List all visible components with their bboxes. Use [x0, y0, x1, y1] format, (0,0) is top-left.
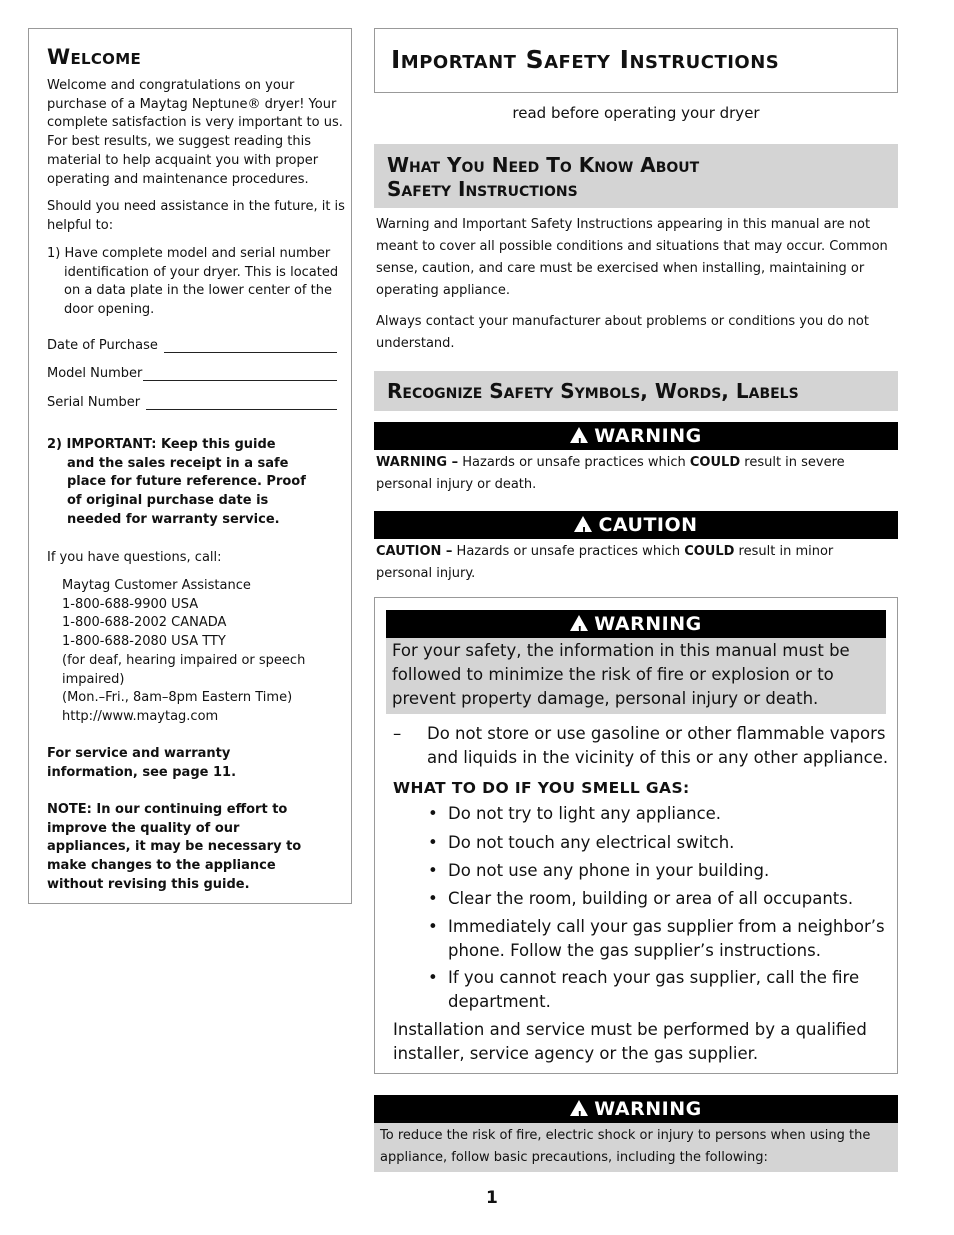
- step-one: [47, 245, 338, 320]
- text-line: Immediately call your gas supplier from a neighbor’s: [448, 917, 885, 936]
- warning-label: WARNING: [594, 613, 702, 635]
- blank-line[interactable]: [143, 366, 337, 381]
- date-of-purchase-field[interactable]: [47, 338, 337, 353]
- warning-definition: [376, 452, 845, 496]
- welcome-intro: [47, 77, 343, 189]
- term: WARNING –: [376, 455, 459, 470]
- text-line: personal injury or death.: [376, 477, 537, 492]
- text-line: place for future reference. Proof: [67, 474, 306, 490]
- welcome-panel: [28, 28, 352, 904]
- text-line: understand.: [376, 336, 455, 351]
- gas-step: [448, 966, 859, 1013]
- safety-title-box: [374, 28, 898, 93]
- text-line: door opening.: [64, 302, 155, 318]
- text-line: To reduce the risk of fire, electric shock or injury to persons when using the: [380, 1128, 871, 1143]
- contact-info: [62, 577, 305, 727]
- blank-line[interactable]: [146, 395, 337, 410]
- text-line: installer, service agency or the gas supplier.: [393, 1044, 759, 1063]
- gas-step: Do not touch any electrical switch.: [448, 833, 735, 852]
- text-line: of original purchase date is: [67, 493, 269, 509]
- smell-gas-heading: WHAT TO DO IF YOU SMELL GAS:: [393, 779, 690, 797]
- text-line: operating and maintenance procedures.: [47, 171, 309, 187]
- warning-label: WARNING: [594, 1098, 702, 1120]
- caution-label-bar: [374, 511, 898, 539]
- text-line: (for deaf, hearing impaired or speech: [62, 652, 306, 668]
- text-line: meant to cover all possible conditions and situations that may occur. Common: [376, 239, 888, 254]
- text-line: needed for warranty service.: [67, 511, 280, 527]
- field-label: Serial Number: [47, 395, 141, 410]
- text-line: Warning and Important Safety Instructions appearing in this manual are not: [376, 217, 871, 232]
- field-label: Date of Purchase: [47, 338, 158, 353]
- bullet-marker: •: [428, 804, 438, 823]
- emphasis: COULD: [684, 544, 735, 559]
- text-line: Do not store or use gasoline or other flammable vapors: [427, 724, 886, 743]
- bullet-marker: •: [428, 861, 438, 880]
- installation-note: [393, 1018, 867, 1066]
- dash-marker: –: [393, 724, 402, 743]
- text-line: information, see page 11.: [47, 764, 237, 780]
- final-warning-bar: [374, 1095, 898, 1123]
- text-line: Should you need assistance in the future, it is: [47, 199, 345, 214]
- model-number-field[interactable]: [47, 366, 337, 381]
- text-line: For best results, we suggest reading this: [47, 134, 312, 150]
- text-line: NOTE: In our continuing effort to: [47, 802, 288, 817]
- heading-line: Safety Instructions: [387, 177, 578, 201]
- text-line: appliances, it may be necessary to: [47, 839, 302, 855]
- text-line: 2) IMPORTANT: Keep this guide: [47, 437, 276, 452]
- recognize-heading: [374, 371, 898, 411]
- text-line: complete satisfaction is very important to us.: [47, 115, 343, 131]
- bullet-marker: •: [428, 889, 438, 908]
- text-line: sense, caution, and care must be exercised when installing, maintaining or: [376, 261, 865, 276]
- text-span: result in severe: [740, 455, 845, 470]
- text-line: on a data plate in the lower center of the: [64, 283, 332, 299]
- page-number: 1: [486, 1188, 498, 1208]
- text-line: followed to minimize the risk of fire or explosion or to: [392, 665, 834, 684]
- field-label: Model Number: [47, 366, 143, 381]
- term: CAUTION –: [376, 544, 453, 559]
- text-line: department.: [448, 991, 551, 1011]
- gas-warning-bar: [386, 610, 886, 638]
- phone-tty: 1-800-688-2080 USA TTY: [62, 634, 226, 650]
- text-line: prevent property damage, personal injury or death.: [392, 689, 819, 708]
- blank-line[interactable]: [164, 338, 337, 353]
- text-line: Maytag Customer Assistance: [62, 578, 251, 593]
- questions-text: If you have questions, call:: [47, 550, 222, 565]
- serial-number-field[interactable]: [47, 395, 337, 410]
- know-heading: [374, 144, 898, 208]
- warning-label: WARNING: [594, 425, 702, 447]
- know-paragraph-1: [376, 214, 888, 302]
- text-span: result in minor: [734, 544, 834, 559]
- text-line: identification of your dryer. This is located: [64, 264, 339, 280]
- warning-label-bar: [374, 422, 898, 450]
- page-title: Important Safety Instructions: [391, 45, 780, 74]
- note-text: [47, 801, 301, 895]
- text-line: appliance, follow basic precautions, including the following:: [380, 1150, 768, 1165]
- warning-triangle-icon: [570, 615, 588, 631]
- bullet-marker: •: [428, 917, 438, 936]
- text-line: and liquids in the vicinity of this or any other appliance.: [427, 748, 889, 767]
- phone-usa: 1-800-688-9900 USA: [62, 596, 199, 612]
- gas-step: Do not use any phone in your building.: [448, 861, 770, 880]
- know-paragraph-2: [376, 311, 869, 355]
- text-line: phone. Follow the gas supplier’s instructions.: [448, 940, 821, 960]
- warning-triangle-icon: [570, 427, 588, 443]
- warning-triangle-icon: [570, 1100, 588, 1116]
- bullet-marker: •: [428, 833, 438, 852]
- caution-definition: [376, 541, 833, 585]
- bullet-marker: •: [428, 968, 438, 987]
- text-line: For your safety, the information in this manual must be: [392, 641, 850, 660]
- text-line: helpful to:: [47, 217, 114, 233]
- text-line: without revising this guide.: [47, 876, 250, 892]
- text-span: Hazards or unsafe practices which: [452, 544, 685, 559]
- heading-line: Recognize Safety Symbols, Words, Labels: [387, 379, 799, 403]
- service-text: [47, 745, 236, 782]
- text-line: (Mon.–Fri., 8am–8pm Eastern Time): [62, 690, 293, 706]
- gas-step: [448, 915, 885, 962]
- caution-label: CAUTION: [598, 514, 698, 536]
- text-line: Welcome and congratulations on your: [47, 78, 295, 93]
- text-line: and the sales receipt in a safe: [67, 455, 289, 471]
- final-warning-text: [374, 1123, 898, 1172]
- emphasis: COULD: [689, 455, 741, 470]
- gas-warning-text: [386, 638, 886, 714]
- flammable-warning: [427, 722, 888, 770]
- text-line: 1) Have complete model and serial number: [47, 246, 331, 261]
- text-line: improve the quality of our: [47, 820, 240, 836]
- text-line: Always contact your manufacturer about problems or conditions you do not: [376, 314, 869, 329]
- gas-step: Do not try to light any appliance.: [448, 804, 722, 823]
- text-line: If you cannot reach your gas supplier, call the fire: [448, 968, 860, 987]
- step-two: [47, 436, 306, 530]
- text-line: material to help acquaint you with proper: [47, 152, 319, 168]
- text-span: Hazards or unsafe practices which: [458, 455, 690, 470]
- website-link[interactable]: http://www.maytag.com: [62, 708, 219, 724]
- text-line: purchase of a Maytag Neptune® dryer! Your: [47, 96, 337, 112]
- text-line: For service and warranty: [47, 746, 231, 761]
- text-line: make changes to the appliance: [47, 858, 276, 874]
- gas-step: Clear the room, building or area of all occupants.: [448, 889, 854, 908]
- page-subtitle: read before operating your dryer: [512, 104, 760, 122]
- welcome-title: Welcome: [47, 45, 142, 69]
- heading-line: What You Need To Know About: [387, 153, 700, 177]
- phone-canada: 1-800-688-2002 CANADA: [62, 615, 227, 631]
- text-line: operating appliance.: [376, 283, 511, 298]
- text-line: Installation and service must be performed by a qualified: [393, 1020, 867, 1039]
- text-line: personal injury.: [376, 566, 476, 581]
- assistance-text: [47, 198, 345, 235]
- text-line: impaired): [62, 671, 125, 687]
- caution-triangle-icon: [574, 516, 592, 532]
